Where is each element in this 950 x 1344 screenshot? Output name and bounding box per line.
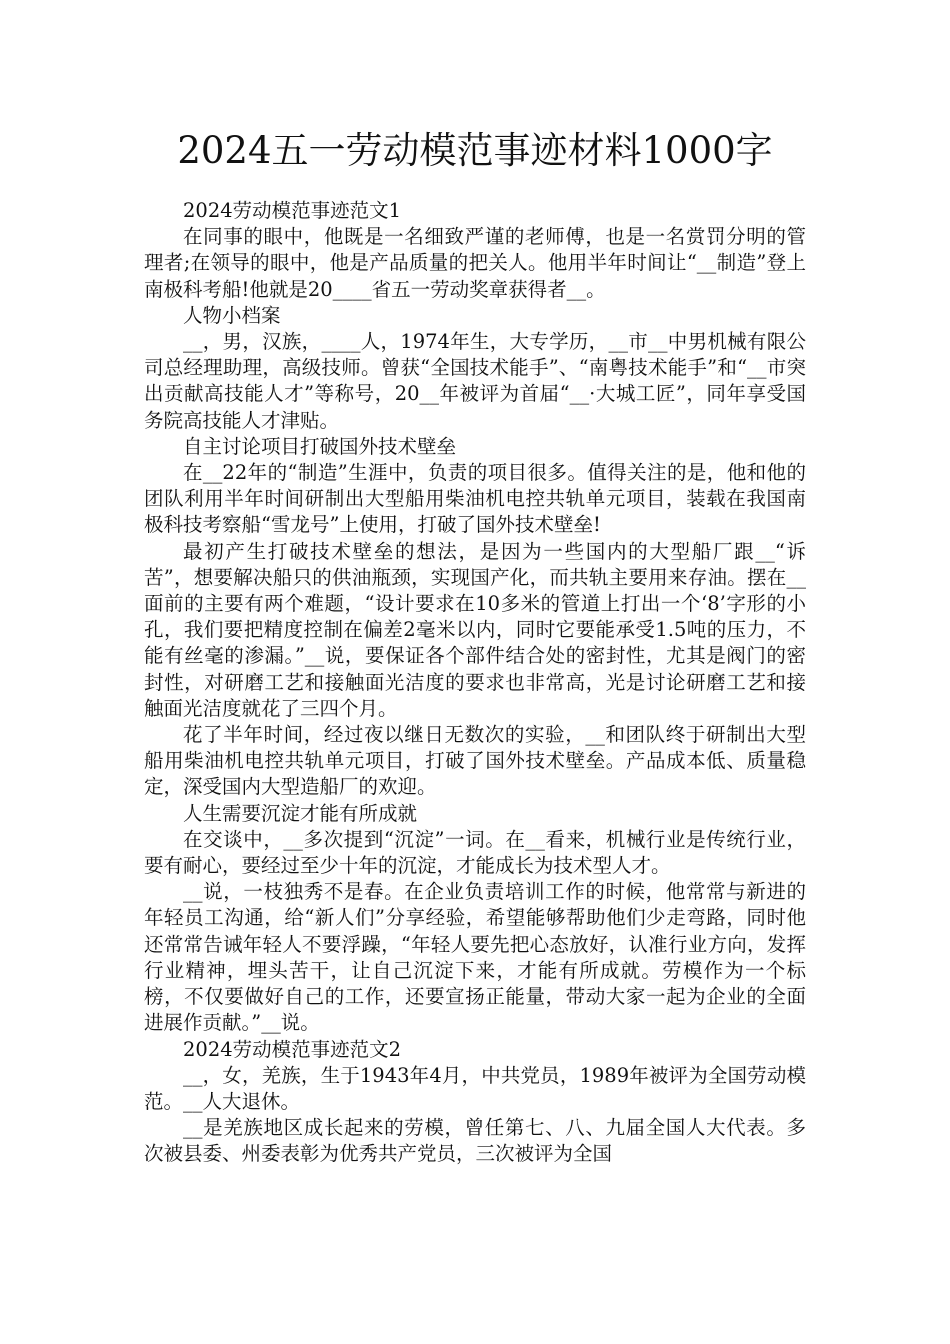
section-heading: 2024劳动模范事迹范文2 — [183, 1037, 402, 1061]
paragraph: 花了半年时间，经过夜以继日无数次的实验，__和团队终于研制出大型船用柴油机电控共轨单元项目，打破了国外技术壁垒。产品成本低、质量稳定，深受国内大型造船厂的欢迎。 — [144, 723, 806, 799]
paragraph: __，女，羌族，生于1943年4月，中共党员，1989年被评为全国劳动模范。__人大退休。 — [144, 1063, 806, 1113]
document-body — [144, 198, 806, 1168]
paragraph: __是羌族地区成长起来的劳模，曾任第七、八、九届全国人大代表。多次被县委、州委表彰为优秀共产党员，三次被评为全国 — [144, 1116, 806, 1166]
section-heading: 自主讨论项目打破国外技术壁垒 — [183, 434, 457, 458]
section-heading: 2024劳动模范事迹范文1 — [183, 199, 402, 222]
paragraph: __说，一枝独秀不是春。在企业负责培训工作的时候，他常常与新进的年轻员工沟通，给“新人们”分享经验，希望能够帮助他们少走弯路，同时他还常常告诫年轻人不要浮躁，“年轻人要先把心态放好，认准行业方向，发挥行业精神，埋头苦干，让自己沉淀下来，才能有所成就。劳模作为一个标榜，不仅要做好自己的工作，还要宣扬正能量，带动大家一起为企业的全面进展作贡献。”__说。 — [144, 880, 806, 1035]
section-heading: 人物小档案 — [183, 303, 281, 327]
paragraph: __，男，汉族，____人，1974年生，大专学历，__市__中男机械有限公司总经理助理，高级技师。曾获“全国技术能手”、“南粤技术能手”和“__市突出贡献高技能人才”等称号，20__年被评为首届“__·大城工匠”，同年享受国务院高技能人才津贴。 — [144, 330, 806, 432]
paragraph: 在同事的眼中，他既是一名细致严谨的老师傅，也是一名赏罚分明的管理者;在领导的眼中，他是产品质量的把关人。他用半年时间让“__制造”登上南极科考船!他就是20____省五一劳动奖章获得者__。 — [144, 225, 806, 301]
document-title: 2024五一劳动模范事迹材料1000字 — [177, 129, 773, 172]
paragraph: 最初产生打破技术壁垒的想法，是因为一些国内的大型船厂跟__“诉苦”，想要解决船只的供油瓶颈，实现国产化，而共轨主要用来存油。摆在__面前的主要有两个难题，“设计要求在10多米的管道上打出一个‘8’字形的小孔，我们要把精度控制在偏差2毫米以内，同时它要能承受1.5吨的压力，不能有丝毫的渗漏。”__说，要保证各个部件结合处的密封性，尤其是阀门的密封性，对研磨工艺和接触面光洁度的要求也非常高，光是讨论研磨工艺和接触面光洁度就花了三四个月。 — [144, 539, 806, 720]
paragraph: 在__22年的“制造”生涯中，负责的项目很多。值得关注的是，他和他的团队利用半年时间研制出大型船用柴油机电控共轨单元项目，装载在我国南极科技考察船“雪龙号”上使用，打破了国外技术壁垒! — [144, 461, 806, 537]
paragraph: 在交谈中，__多次提到“沉淀”一词。在__看来，机械行业是传统行业，要有耐心，要经过至少十年的沉淀，才能成长为技术型人才。 — [144, 827, 806, 878]
section-heading: 人生需要沉淀才能有所成就 — [183, 801, 418, 825]
